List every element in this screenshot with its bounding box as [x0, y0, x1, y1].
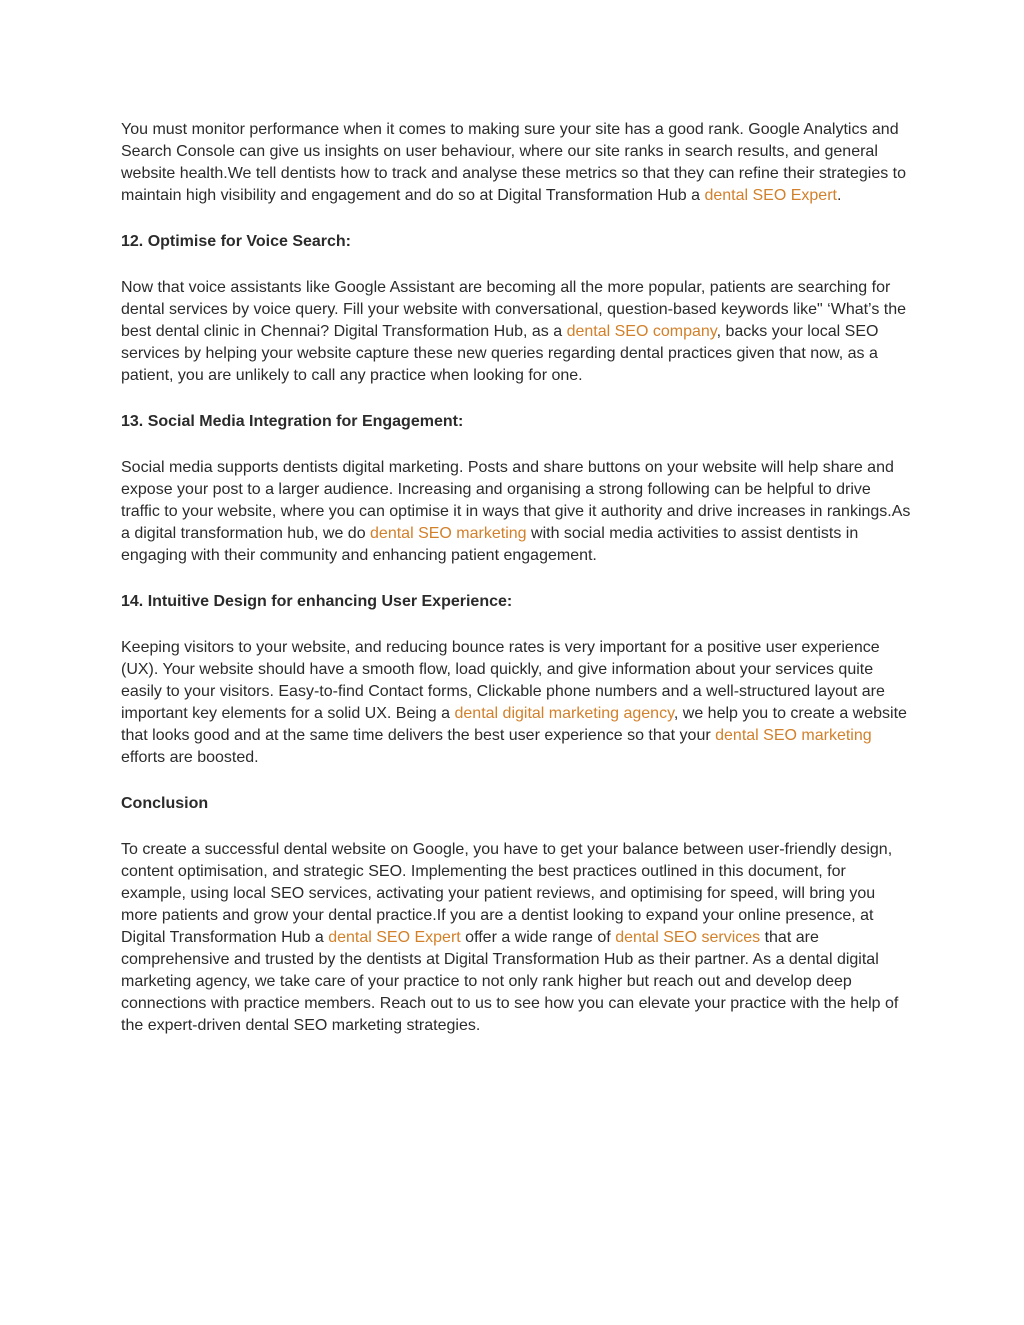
paragraph-voice-search — [121, 277, 911, 387]
paragraph-social-media — [121, 457, 911, 567]
document-page — [121, 119, 911, 1061]
heading-social-media: 13. Social Media Integration for Engagement: — [121, 413, 464, 430]
paragraph-text: that are comprehensive and trusted by the dentists at Digital Transformation Hub as their partner. As a dental digital marketing agency, we take care of your practice to not only rank higher but reach out and develop deep connections with practice members. Reach out to us to see how you can elevate your practice with the help of the expert-driven dental SEO marketing strategies. — [121, 929, 899, 1034]
heading-conclusion: Conclusion — [121, 795, 209, 812]
paragraph-text: . — [836, 187, 842, 204]
paragraph-text: offer a wide range of — [460, 929, 616, 946]
heading-intuitive-design: 14. Intuitive Design for enhancing User Experience: — [121, 593, 513, 610]
link-dental-seo-expert[interactable]: dental SEO Expert — [328, 929, 461, 946]
paragraph-text: You must monitor performance when it comes to making sure your site has a good rank. Google Analytics and Search Console can give us insights on user behaviour, where our site ranks in search results, and general website health.We tell dentists how to track and analyse these metrics so that they can refine their strategies to maintain high visibility and engagement and do so at Digital Transformation Hub a — [121, 121, 906, 204]
paragraph-text: Now that voice assistants like Google Assistant are becoming all the more popular, patients are searching for dental services by voice query. Fill your website with conversational, question-based keywords like" ‘What’s the best dental clinic in Chennai? Digital Transformation Hub, as a — [121, 279, 907, 340]
link-dental-seo-expert[interactable]: dental SEO Expert — [704, 187, 837, 204]
paragraph-text: , backs your local SEO services by helping your website capture these new queries regarding dental practices given that now, as a patient, you are unlikely to call any practice when looking for one. — [121, 323, 879, 384]
paragraph-intuitive-design — [121, 637, 911, 769]
paragraph-text: , we help you to create a website that looks good and at the same time delivers the best user experience so that your — [121, 705, 907, 744]
paragraph-conclusion — [121, 839, 911, 1037]
link-dental-seo-marketing[interactable]: dental SEO marketing — [715, 727, 872, 744]
link-dental-digital-marketing-agency[interactable]: dental digital marketing agency — [454, 705, 674, 722]
paragraph-monitor-performance — [121, 119, 911, 207]
paragraph-text: efforts are boosted. — [121, 749, 259, 766]
link-dental-seo-marketing[interactable]: dental SEO marketing — [370, 525, 527, 542]
paragraph-text: Keeping visitors to your website, and reducing bounce rates is very important for a positive user experience (UX). Your website should have a smooth flow, load quickly, and give information about your services quite easily to your visitors. Easy-to-find Contact forms, Clickable phone numbers and a well-structured layout are important key elements for a solid UX. Being a — [121, 639, 885, 722]
link-dental-seo-company[interactable]: dental SEO company — [566, 323, 717, 340]
paragraph-text: with social media activities to assist dentists in engaging with their community and enhancing patient engagement. — [121, 525, 859, 564]
link-dental-seo-services[interactable]: dental SEO services — [615, 929, 761, 946]
paragraph-text: To create a successful dental website on Google, you have to get your balance between user-friendly design, content optimisation, and strategic SEO. Implementing the best practices outlined in this document, for example, using local SEO services, activating your patient reviews, and optimising for speed, will bring you more patients and grow your dental practice.If you are a dentist looking to expand your online presence, at Digital Transformation Hub a — [121, 841, 893, 946]
heading-voice-search: 12. Optimise for Voice Search: — [121, 233, 352, 250]
paragraph-text: Social media supports dentists digital marketing. Posts and share buttons on your website will help share and expose your post to a larger audience. Increasing and organising a strong following can be helpful to drive traffic to your website, where you can optimise it in ways that give it authority and drive increases in rankings.As a digital transformation hub, we do — [121, 459, 911, 542]
